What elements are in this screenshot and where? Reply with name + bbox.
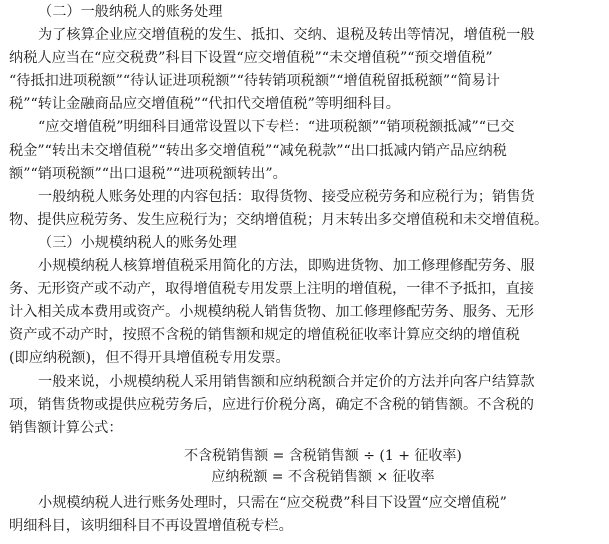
formula-tax-payable: 应纳税额 = 不含税销售额 × 征收率 xyxy=(211,468,435,485)
paragraph-small-price-separation xyxy=(9,371,601,440)
text-line: 一般纳税人账务处理的内容包括：取得货物、接受应税劳务和应税行为；销售货 xyxy=(38,188,535,205)
text-line: 为了核算企业应交增值税的发生、抵扣、交纳、退税及转出等情况，增值税一般 xyxy=(38,27,535,44)
text-line: 额”“销项税额”“出口退税”“进项税额转出”。 xyxy=(9,165,287,182)
paragraph-general-contents xyxy=(9,186,601,232)
text-line: 销售额计算公式： xyxy=(9,419,123,436)
paragraph-small-accounting xyxy=(9,492,601,538)
formula-block xyxy=(9,440,601,492)
paragraph-vat-columns xyxy=(9,116,601,185)
text-line: “应交增值税”明细科目通常设置以下专栏：“进项税额”“销项税额抵减”“已交 xyxy=(38,119,515,136)
text-line: “待抵扣进项税额”“待认证进项税额”“待转销项税额”“增值税留抵税额”“简易计 xyxy=(9,73,500,90)
paragraph-general-subaccounts xyxy=(9,24,601,116)
text-line: 项，销售货物或提供应税劳务后，应进行价税分离，确定不含税的销售额。不含税的 xyxy=(9,396,534,413)
text-line: 税”“转让金融商品应交增值税”“代扣代交增值税”等明细科目。 xyxy=(9,96,400,113)
text-line: 物、提供应税劳务、发生应税行为；交纳增值税；月末转出多交增值税和未交增值税。 xyxy=(9,211,549,228)
text-line: 纳税人应当在“应交税费”科目下设置“应交增值税”“未交增值税”“预交增值税” xyxy=(9,50,493,67)
text-line: 税金”“转出未交增值税”“转出多交增值税”“减免税款”“出口抵减内销产品应纳税 xyxy=(9,142,507,159)
paragraph-small-simplified-method xyxy=(9,255,601,370)
text-line: 务、无形资产或不动产，取得增值税专用发票上注明的增值税，一律不予抵扣，直接 xyxy=(9,281,534,298)
text-line: 计入相关成本费用或资产。小规模纳税人销售货物、加工修理修配劳务、服务、无形 xyxy=(9,304,534,321)
formula-sales-excluding-tax: 不含税销售额 = 含税销售额 ÷ (1 + 征收率) xyxy=(184,447,462,464)
text-line: 小规模纳税人核算增值税采用简化的方法，即购进货物、加工修理修配劳务、服 xyxy=(38,258,535,275)
text-line: (即应纳税额)，但不得开具增值税专用发票。 xyxy=(9,350,290,367)
text-line: 一般来说，小规模纳税人采用销售额和应纳税额合并定价的方法并向客户结算款 xyxy=(38,373,535,390)
text-line: 资产或不动产时，按照不含税的销售额和规定的增值税征收率计算应交纳的增值税 xyxy=(9,327,520,344)
text-line: 小规模纳税人进行账务处理时，只需在“应交税费”科目下设置“应交增值税” xyxy=(38,494,507,511)
section-heading-small-taxpayer: （三）小规模纳税人的账务处理 xyxy=(38,234,237,251)
text-line: 明细科目，该明细科目不再设置增值税专栏。 xyxy=(9,517,293,534)
section-heading-general-taxpayer: （二）一般纳税人的账务处理 xyxy=(38,4,223,20)
